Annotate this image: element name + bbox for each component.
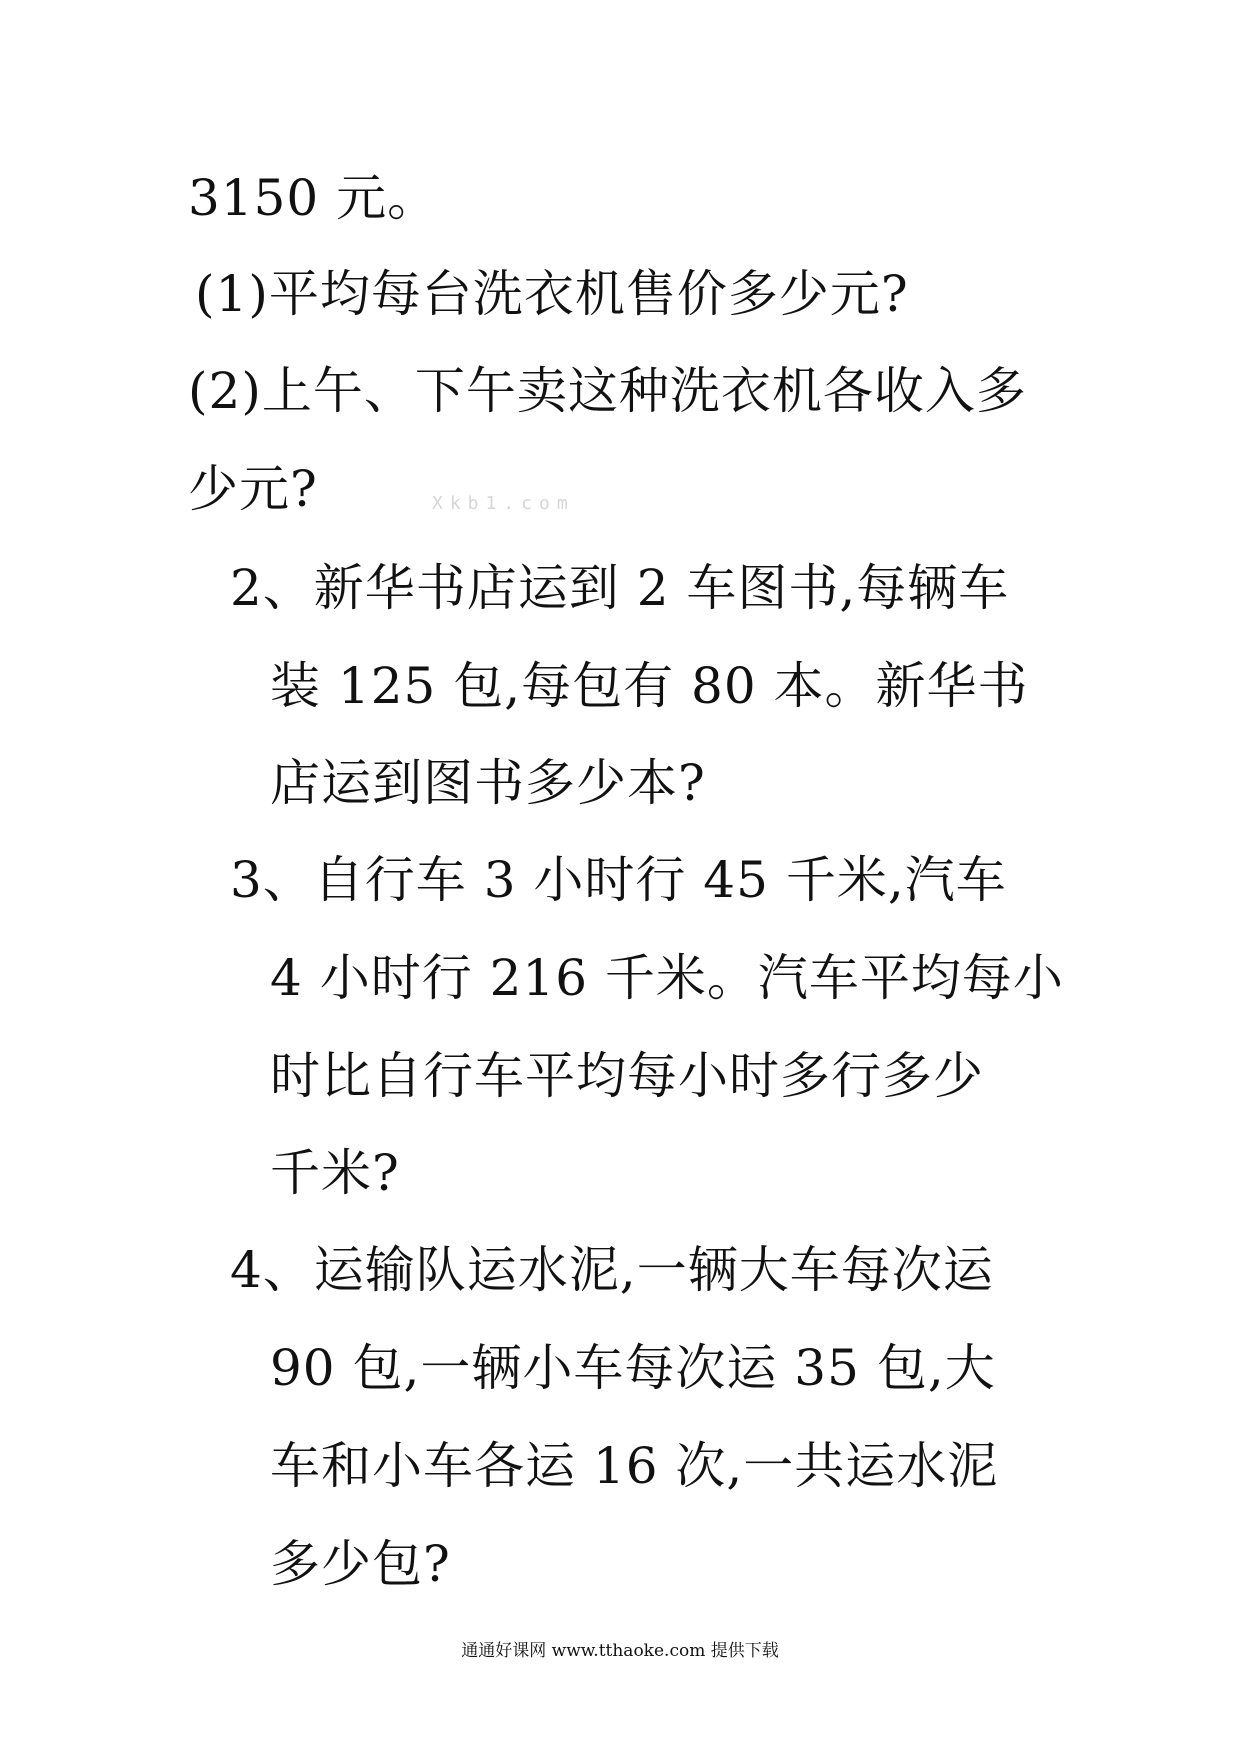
question-1-part-2: (2)上午、下午卖这种洗衣机各收入多 [188,362,1027,420]
watermark: Xkb1.com [432,493,575,514]
question-2: 2、新华书店运到 2 车图书,每辆车 [230,559,1010,617]
text-line: 店运到图书多少本? [270,754,706,812]
question-1-part-1: (1)平均每台洗衣机售价多少元? [195,265,909,323]
text-line: 时比自行车平均每小时多行多少 [270,1047,984,1105]
text-line: 千米? [270,1144,400,1202]
text-line: 装 125 包,每包有 80 本。新华书 [270,657,1029,715]
text-line: 90 包,一辆小车每次运 35 包,大 [270,1339,996,1397]
page-footer: 通通好课网 www.tthaoke.com 提供下载 [461,1641,779,1661]
question-3: 3、自行车 3 小时行 45 千米,汽车 [230,851,1007,909]
text-line: 多少包? [270,1535,451,1593]
text-line: 3150 元。 [188,169,439,227]
question-4: 4、运输队运水泥,一辆大车每次运 [230,1241,994,1299]
text-line: 4 小时行 216 千米。汽车平均每小 [270,949,1064,1007]
text-line: 车和小车各运 16 次,一共运水泥 [270,1437,999,1495]
text-line: 少元? [188,460,318,518]
